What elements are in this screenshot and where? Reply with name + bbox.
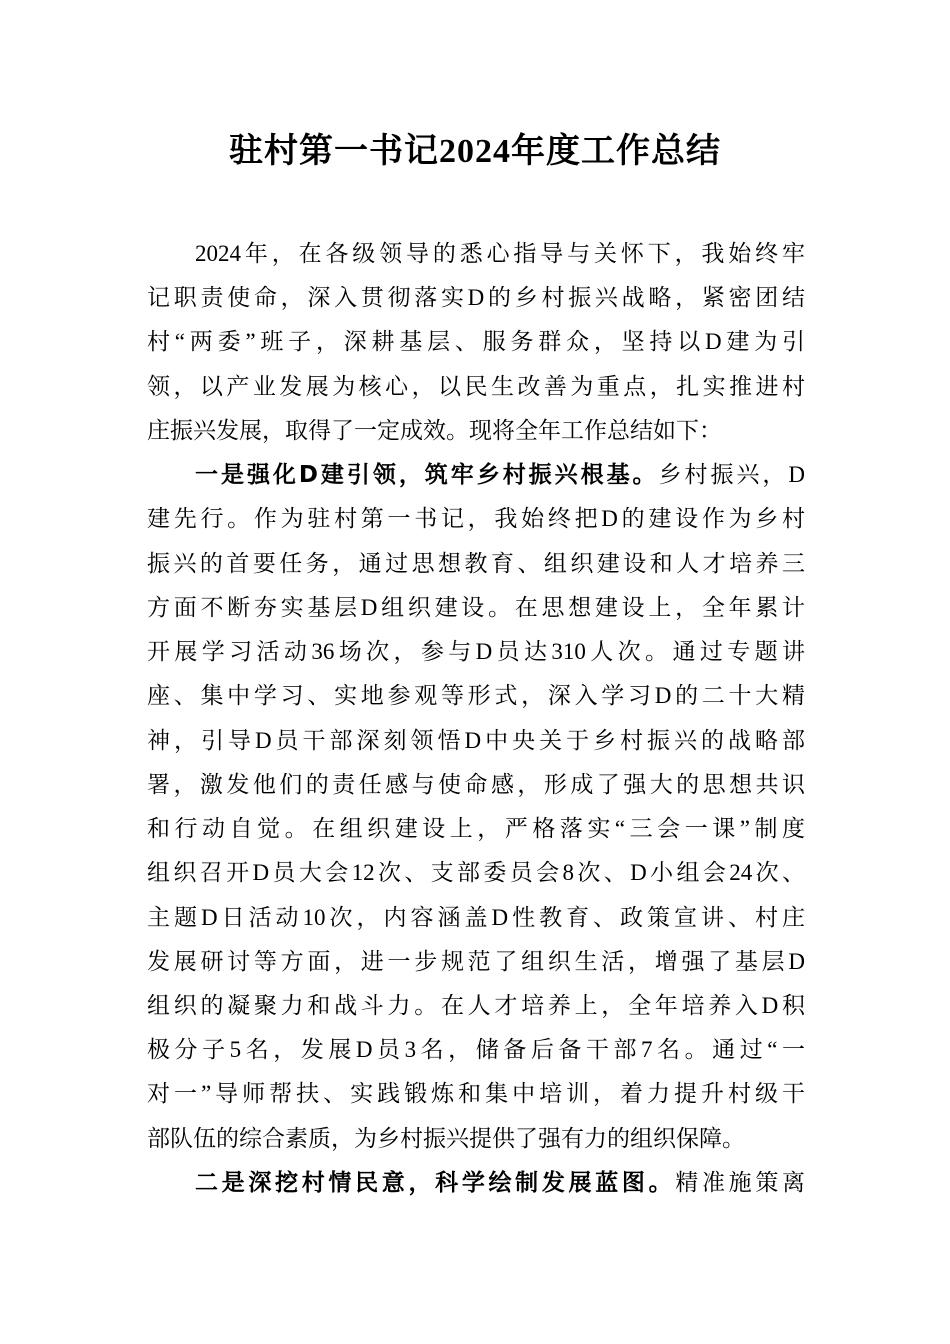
text-line bbox=[147, 586, 805, 630]
line-text: 乡村振兴，D bbox=[658, 462, 805, 488]
text-line bbox=[147, 1117, 805, 1161]
text-line bbox=[147, 851, 805, 895]
paragraph bbox=[147, 453, 805, 1161]
text-line bbox=[147, 320, 805, 364]
text-line bbox=[147, 453, 805, 497]
line-text: 神，引导D员干部深刻领悟D中央关于乡村振兴的战略部 bbox=[147, 727, 805, 753]
paragraph bbox=[147, 232, 805, 453]
line-text: 部队伍的综合素质，为乡村振兴提供了强有力的组织保障。 bbox=[147, 1125, 745, 1151]
line-text: 记职责使命，深入贯彻落实D的乡村振兴战略，紧密团结 bbox=[147, 285, 805, 311]
line-text: 和行动自觉。在组织建设上，严格落实“三会一课”制度 bbox=[147, 816, 805, 842]
line-text: 精准施策离 bbox=[675, 1169, 806, 1195]
line-text: 主题D日活动10次，内容涵盖D性教育、政策宣讲、村庄 bbox=[147, 904, 805, 930]
text-line bbox=[147, 542, 805, 586]
text-line bbox=[147, 276, 805, 320]
text-line bbox=[147, 940, 805, 984]
text-line bbox=[147, 630, 805, 674]
text-line bbox=[147, 807, 805, 851]
text-line bbox=[147, 719, 805, 763]
line-text: 村“两委”班子，深耕基层、服务群众，坚持以D建为引 bbox=[147, 329, 805, 355]
paragraph-heading: 二是深挖村情民意，科学绘制发展蓝图。 bbox=[195, 1169, 676, 1196]
text-line bbox=[147, 232, 805, 276]
text-line bbox=[147, 409, 805, 453]
text-line bbox=[147, 896, 805, 940]
line-text: 座、集中学习、实地参观等形式，深入学习D的二十大精 bbox=[147, 683, 805, 709]
line-text: 庄振兴发展，取得了一定成效。现将全年工作总结如下： bbox=[147, 417, 722, 443]
line-text: 对一”导师帮扶、实践锻炼和集中培训，着力提升村级干 bbox=[147, 1081, 805, 1107]
document-body bbox=[147, 232, 805, 1205]
text-line bbox=[147, 763, 805, 807]
text-line bbox=[147, 1072, 805, 1116]
line-text: 方面不断夯实基层D组织建设。在思想建设上，全年累计 bbox=[147, 594, 805, 620]
text-line bbox=[147, 1028, 805, 1072]
text-line bbox=[147, 497, 805, 541]
text-line bbox=[147, 1161, 805, 1205]
line-text: 2024年，在各级领导的悉心指导与关怀下，我始终牢 bbox=[195, 241, 805, 266]
text-line bbox=[147, 365, 805, 409]
line-text: 发展研讨等方面，进一步规范了组织生活，增强了基层D bbox=[147, 948, 805, 974]
line-text: 组织召开D员大会12次、支部委员会8次、D小组会24次、 bbox=[147, 860, 805, 886]
line-text: 署，激发他们的责任感与使命感，形成了强大的思想共识 bbox=[147, 771, 805, 797]
line-text: 开展学习活动36场次，参与D员达310人次。通过专题讲 bbox=[147, 639, 805, 665]
text-line bbox=[147, 674, 805, 718]
text-line bbox=[147, 984, 805, 1028]
paragraph-heading: 一是强化D建引领，筑牢乡村振兴根基。 bbox=[195, 462, 659, 489]
line-text: 组织的凝聚力和战斗力。在人才培养上，全年培养入D积 bbox=[147, 992, 805, 1018]
paragraph bbox=[147, 1161, 805, 1205]
line-text: 极分子5名，发展D员3名，储备后备干部7名。通过“一 bbox=[147, 1037, 805, 1063]
line-text: 建先行。作为驻村第一书记，我始终把D的建设作为乡村 bbox=[147, 506, 805, 532]
line-text: 领，以产业发展为核心，以民生改善为重点，扎实推进村 bbox=[147, 373, 805, 399]
document-title: 驻村第一书记2024年度工作总结 bbox=[229, 133, 721, 170]
line-text: 振兴的首要任务，通过思想教育、组织建设和人才培养三 bbox=[147, 550, 805, 576]
